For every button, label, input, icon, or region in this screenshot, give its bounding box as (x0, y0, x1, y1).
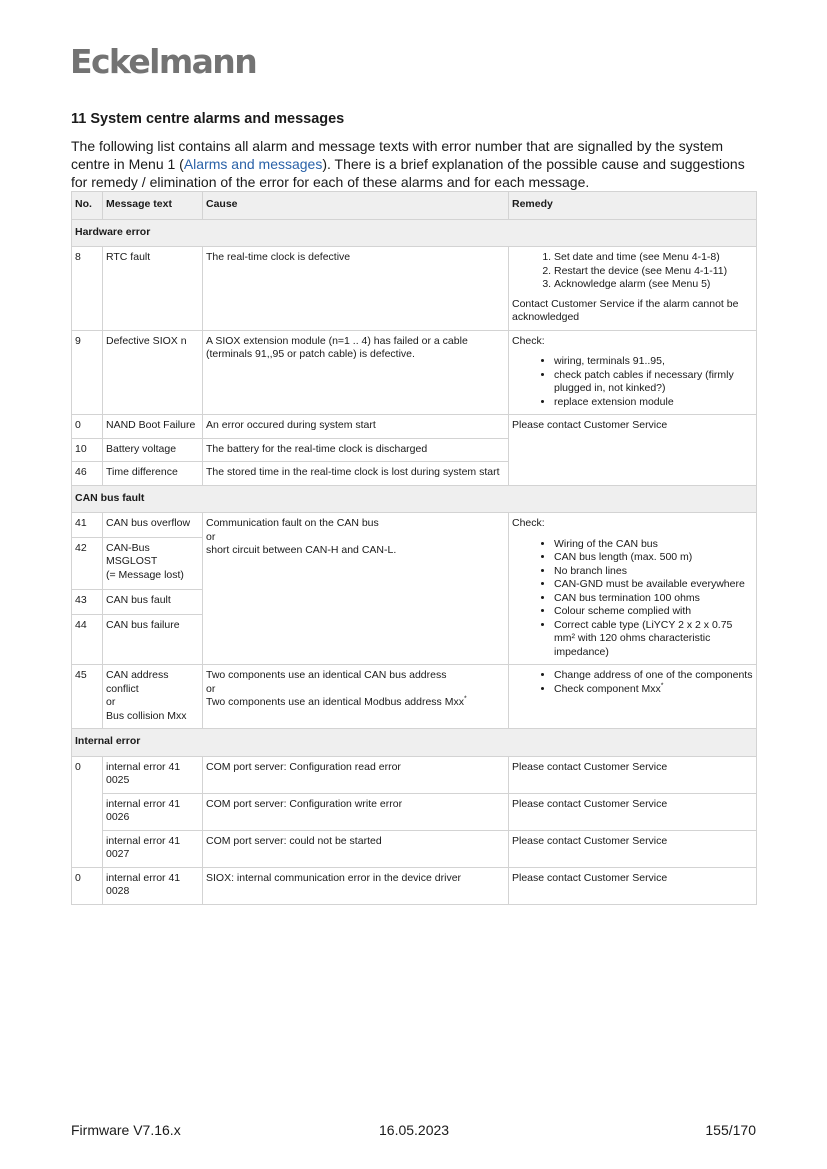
intro-text-after: ). There is a brief explanation of the possible cause and suggestions for remedy / elimination of the error for each of these alarms and for each message. (71, 156, 745, 190)
cause: COM port server: Configuration read error (203, 756, 509, 793)
list-item: 1. Set date and time (see Menu 4-1-8) (554, 251, 753, 265)
alarm-no: 10 (72, 438, 103, 462)
message-line: or (106, 696, 116, 708)
message-text: Defective SIOX n (103, 330, 203, 415)
cause-line: or (206, 682, 216, 695)
list-item: • Colour scheme complied with (554, 605, 753, 619)
message-text: CAN bus overflow (103, 513, 203, 538)
list-item: • wiring, terminals 91..95, (554, 355, 753, 369)
message-text: CAN bus fault (103, 590, 203, 615)
cause-line: short circuit between CAN-H and CAN-L. (206, 544, 397, 556)
remedy: Please contact Customer Service (509, 830, 757, 867)
section-row-can (72, 485, 757, 513)
remedy: Please contact Customer Service (509, 756, 757, 793)
table-row (72, 513, 757, 538)
list-item (554, 683, 753, 697)
remedy: Please contact Customer Service (509, 867, 757, 904)
cause: A SIOX extension module (n=1 .. 4) has failed or a cable (terminals 91,,95 or patch cable) is defective. (203, 330, 509, 415)
list-item: • replace extension module (554, 396, 753, 410)
intro-text-before: The following list contains all alarm and message texts with error number that are signalled by the system centre in Menu 1 ( (71, 138, 724, 172)
table-header-row (72, 192, 757, 220)
message-text: NAND Boot Failure (103, 415, 203, 439)
message-line: CAN-Bus (106, 541, 150, 554)
remedy-check-label: Check: (512, 517, 545, 529)
remedy-check-label: Check: (512, 334, 545, 347)
list-item-text: Check component Mxx (554, 682, 661, 695)
list-item: • Wiring of the CAN bus (554, 538, 753, 552)
header-message-text: Message text (103, 192, 203, 220)
remedy (509, 330, 757, 415)
footer-firmware: Firmware V7.16.x (71, 1122, 181, 1138)
cause-line (206, 696, 505, 710)
list-item: • Correct cable type (LiYCY 2 x 2 x 0.75 mm² with 120 ohms characteristic impedance) (554, 619, 753, 660)
header-no: No. (72, 192, 103, 220)
list-item: 3. Acknowledge alarm (see Menu 5) (554, 278, 753, 292)
remedy-steps (512, 251, 753, 292)
table-row (72, 867, 757, 904)
cause: COM port server: could not be started (203, 830, 509, 867)
alarm-no: 44 (72, 615, 103, 665)
alarm-no: 0 (72, 756, 103, 867)
list-item: • CAN-GND must be available everywhere (554, 578, 753, 592)
message-text: RTC fault (103, 247, 203, 331)
table-row (72, 247, 757, 331)
remedy (509, 513, 757, 665)
list-item: • CAN bus length (max. 500 m) (554, 551, 753, 565)
cause: The real-time clock is defective (203, 247, 509, 331)
section-title-can: CAN bus fault (72, 485, 757, 513)
alarm-no: 9 (72, 330, 103, 415)
list-item: • CAN bus termination 100 ohms (554, 592, 753, 606)
message-text: Battery voltage (103, 438, 203, 462)
remedy: Please contact Customer Service (509, 793, 757, 830)
remedy (509, 665, 757, 729)
cause: An error occured during system start (203, 415, 509, 439)
list-item: • Change address of one of the components (554, 669, 753, 683)
section-title: 11 System centre alarms and messages (71, 111, 345, 127)
message-text: internal error 41 0025 (103, 756, 203, 793)
section-row-hardware (72, 219, 757, 247)
table-row (72, 793, 757, 830)
alarm-table (71, 191, 757, 905)
table-row (72, 830, 757, 867)
cause (203, 513, 509, 665)
footer-date: 16.05.2023 (379, 1122, 450, 1138)
cause (203, 665, 509, 729)
alarm-no: 8 (72, 247, 103, 331)
message-line: MSGLOST (106, 555, 158, 568)
section-title-internal: Internal error (72, 729, 757, 757)
section-title-hardware: Hardware error (72, 219, 757, 247)
message-text (103, 665, 203, 729)
table-row (72, 756, 757, 793)
cause-line: Two components use an identical CAN bus address (206, 669, 447, 681)
alarm-no: 46 (72, 462, 103, 486)
message-text (103, 537, 203, 590)
alarm-no: 0 (72, 867, 103, 904)
alarm-no: 0 (72, 415, 103, 439)
remedy-list (512, 355, 753, 409)
message-text: internal error 41 0028 (103, 867, 203, 904)
cause: The stored time in the real-time clock is lost during system start (203, 462, 509, 486)
table-row (72, 665, 757, 729)
message-text: Time difference (103, 462, 203, 486)
cause: COM port server: Configuration write error (203, 793, 509, 830)
remedy-list (512, 669, 753, 696)
message-text: internal error 41 0027 (103, 830, 203, 867)
company-logo: Eckelmann (70, 42, 257, 81)
header-remedy: Remedy (509, 192, 757, 220)
alarm-no: 43 (72, 590, 103, 615)
alarm-no: 41 (72, 513, 103, 538)
list-item: • No branch lines (554, 565, 753, 579)
cause-line: or (206, 530, 216, 543)
footnote-marker: * (660, 682, 664, 689)
list-item: 2. Restart the device (see Menu 4-1-11) (554, 265, 753, 279)
remedy (509, 247, 757, 331)
alarm-no: 42 (72, 537, 103, 590)
message-line: Bus collision Mxx (106, 709, 187, 722)
cause-text: Two components use an identical Modbus address Mxx (206, 696, 464, 708)
remedy-note: Contact Customer Service if the alarm cannot be acknowledged (512, 297, 739, 323)
table-row (72, 330, 757, 415)
section-row-internal (72, 729, 757, 757)
alarm-no: 45 (72, 665, 103, 729)
cause: The battery for the real-time clock is discharged (203, 438, 509, 462)
footer-page-number: 155/170 (705, 1122, 756, 1138)
table-row (72, 415, 757, 439)
remedy: Please contact Customer Service (509, 415, 757, 486)
header-cause: Cause (203, 192, 509, 220)
message-text: CAN bus failure (103, 615, 203, 665)
footnote-marker: * (463, 695, 467, 703)
alarms-messages-link[interactable]: Alarms and messages (183, 156, 323, 172)
remedy-list (512, 538, 753, 660)
message-line: CAN address conflict (106, 669, 169, 695)
message-line: (= Message lost) (106, 568, 184, 581)
list-item: • check patch cables if necessary (firmly plugged in, not kinked?) (554, 369, 753, 396)
intro-paragraph (71, 137, 761, 191)
cause-line: Communication fault on the CAN bus (206, 517, 379, 529)
message-text: internal error 41 0026 (103, 793, 203, 830)
cause: SIOX: internal communication error in the device driver (203, 867, 509, 904)
